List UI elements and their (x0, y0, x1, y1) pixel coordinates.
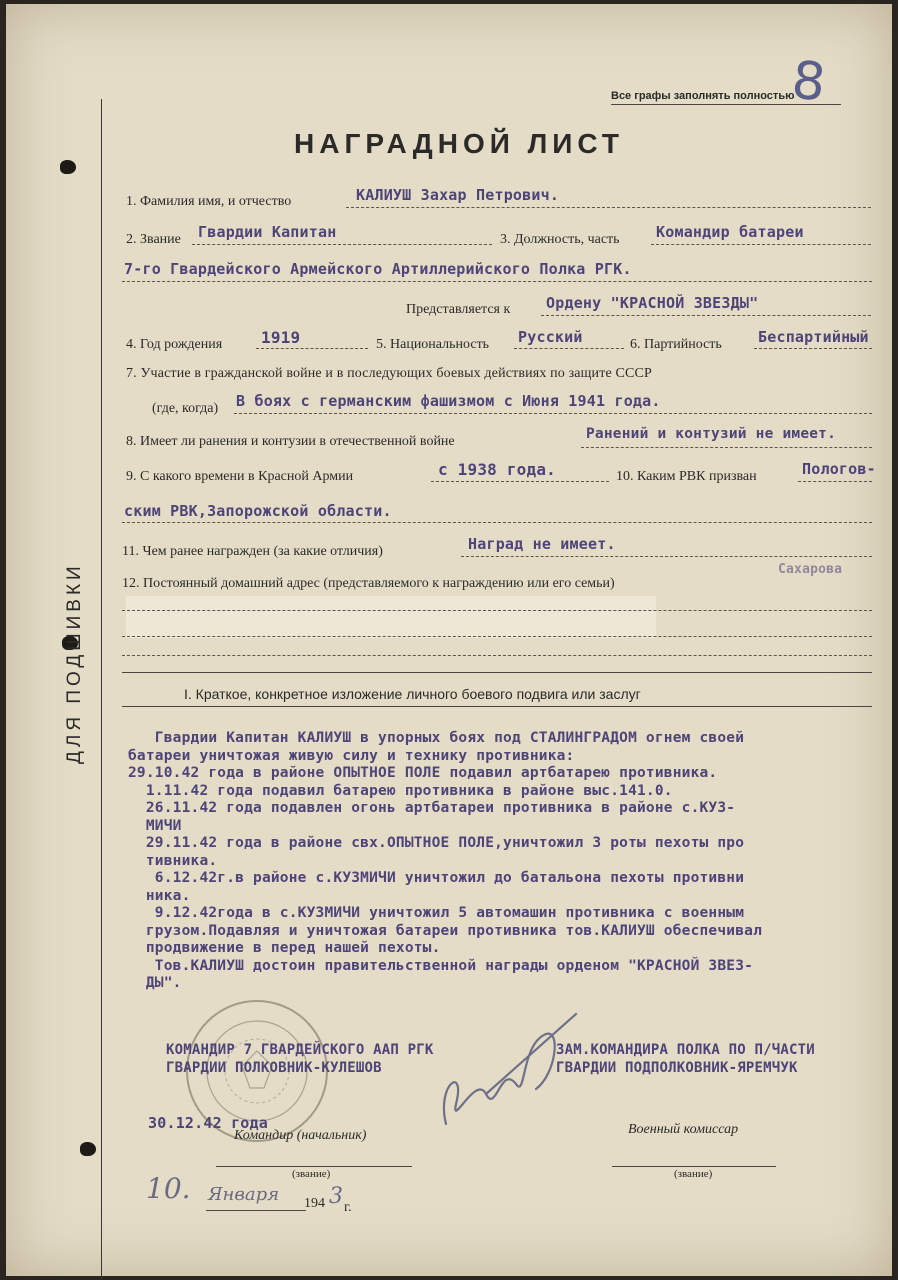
commander-name: ГВАРДИИ ПОЛКОВНИК-КУЛЕШОВ (166, 1060, 382, 1076)
field-name-label: 1. Фамилия имя, и отчество (126, 194, 292, 209)
deputy-name: ГВАРДИИ ПОДПОЛКОВНИК-ЯРЕМЧУК (556, 1060, 798, 1076)
field-rank-value: Гвардии Капитан (198, 223, 337, 241)
page-number: 8 (788, 50, 829, 114)
field-army-since-label: 9. С какого времени в Красной Армии (126, 469, 354, 484)
binding-side-label: ДЛЯ ПОДШИВКИ (64, 562, 85, 764)
citation-line: 9.12.42года в с.КУЗМИЧИ уничтожил 5 автомашин противника с военным (128, 905, 745, 921)
commander-title: КОМАНДИР 7 ГВАРДЕЙСКОГО ААП РГК (166, 1042, 434, 1058)
citation-line: тивника. (128, 852, 218, 869)
typed-date: 30.12.42 года (148, 1114, 268, 1132)
field-army-since-value: с 1938 года. (438, 460, 556, 479)
field-rvk-value-cont: ским РВК,Запорожской области. (124, 502, 392, 520)
rank-label-right: (звание) (674, 1168, 713, 1180)
document-title: НАГРАДНОЙ ЛИСТ (294, 128, 625, 159)
field-presented-label: Представляется к (406, 302, 511, 317)
field-nationality-label: 5. Национальность (376, 337, 490, 352)
citation-line: продвижение в перед нашей пехоты. (128, 940, 441, 956)
handwritten-year-digit: 3 (329, 1184, 343, 1209)
citation-line: Тов.КАЛИУШ достоин правительственной награды орденом "КРАСНОЙ ЗВЕЗ- (128, 957, 754, 974)
section-heading: I. Краткое, конкретное изложение личного боевого подвига или заслуг (184, 686, 641, 702)
field-prior-awards-label: 11. Чем ранее награжден (за какие отличия) (122, 544, 383, 559)
field-birth-year-value: 1919 (261, 328, 301, 347)
field-wounds-value: Ранений и контузий не имеет. (586, 426, 837, 442)
binding-hole (80, 1142, 96, 1156)
field-nationality-value: Русский (518, 328, 583, 346)
citation-line: Гвардии Капитан КАЛИУШ в упорных боях под СТАЛИНГРАДОМ огнем своей (128, 730, 745, 746)
handwritten-day: 10. (146, 1172, 191, 1205)
award-sheet (6, 4, 892, 1276)
field-combat-value: В боях с германским фашизмом с Июня 1941 года. (236, 392, 661, 410)
field-position-value-cont: 7-го Гвардейского Армейского Артиллерийского Полка РГК. (124, 260, 632, 278)
field-party-label: 6. Партийность (630, 337, 722, 352)
citation-line: 29.10.42 года в районе ОПЫТНОЕ ПОЛЕ подавил артбатарею противника. (128, 765, 718, 781)
citation-line: 26.11.42 года подавлен огонь артбатареи противника в районе с.КУЗ- (128, 800, 736, 816)
field-address-label: 12. Постоянный домашний адрес (представляемого к награждению или его семьи) (122, 576, 615, 591)
citation-line: 6.12.42г.в районе с.КУЗМИЧИ уничтожил до батальона пехоты противни (128, 870, 745, 886)
field-wounds-label: 8. Имеет ли ранения и контузии в отечественной войне (126, 434, 455, 449)
citation-line: грузом.Подавляя и уничтожая батареи противника тов.КАЛИУШ обеспечивал (128, 922, 763, 939)
year-suffix: г. (344, 1200, 352, 1215)
field-rvk-value: Пологов- (802, 460, 876, 478)
commander-label: Командир (начальник) (234, 1128, 367, 1143)
field-party-value: Беспартийный (758, 328, 869, 346)
binding-margin-line (101, 99, 102, 1279)
field-prior-awards-value: Наград не имеет. (468, 535, 616, 553)
field-position-label: 3. Должность, часть (500, 232, 620, 247)
citation-line: 29.11.42 года в районе свх.ОПЫТНОЕ ПОЛЕ,уничтожил 3 роты пехоты про (128, 835, 745, 851)
handwritten-month: Января (208, 1184, 280, 1205)
field-rvk-label: 10. Каким РВК призван (616, 469, 757, 484)
field-birth-year-label: 4. Год рождения (126, 337, 223, 352)
binding-hole (60, 160, 76, 174)
citation-line: ника. (128, 887, 191, 904)
handwritten-signature (426, 1004, 586, 1144)
field-address-value: Сахарова (778, 562, 843, 577)
year-prefix: 194 (304, 1196, 325, 1211)
fill-instruction: Все графы заполнять полностью (611, 90, 795, 102)
citation-line: батареи уничтожая живую силу и технику противника: (128, 747, 575, 764)
commissar-label: Военный комиссар (628, 1122, 739, 1137)
field-presented-value: Ордену "КРАСНОЙ ЗВЕЗДЫ" (546, 294, 759, 312)
field-combat-label: 7. Участие в гражданской войне и в последующих боевых действиях по защите СССР (126, 366, 652, 381)
redacted-address (126, 596, 656, 638)
field-name-value: КАЛИУШ Захар Петрович. (356, 186, 560, 204)
citation-line: МИЧИ (128, 817, 182, 834)
citation-line: ДЫ". (128, 975, 182, 991)
field-combat-label-where: (где, когда) (152, 401, 219, 416)
field-position-value: Командир батареи (656, 223, 804, 241)
rank-label-left: (звание) (292, 1168, 331, 1180)
field-rank-label: 2. Звание (126, 232, 181, 247)
deputy-title: ЗАМ.КОМАНДИРА ПОЛКА ПО П/ЧАСТИ (556, 1042, 815, 1058)
citation-line: 1.11.42 года подавил батарею противника в районе выс.141.0. (128, 782, 673, 799)
citation-text (128, 730, 762, 993)
